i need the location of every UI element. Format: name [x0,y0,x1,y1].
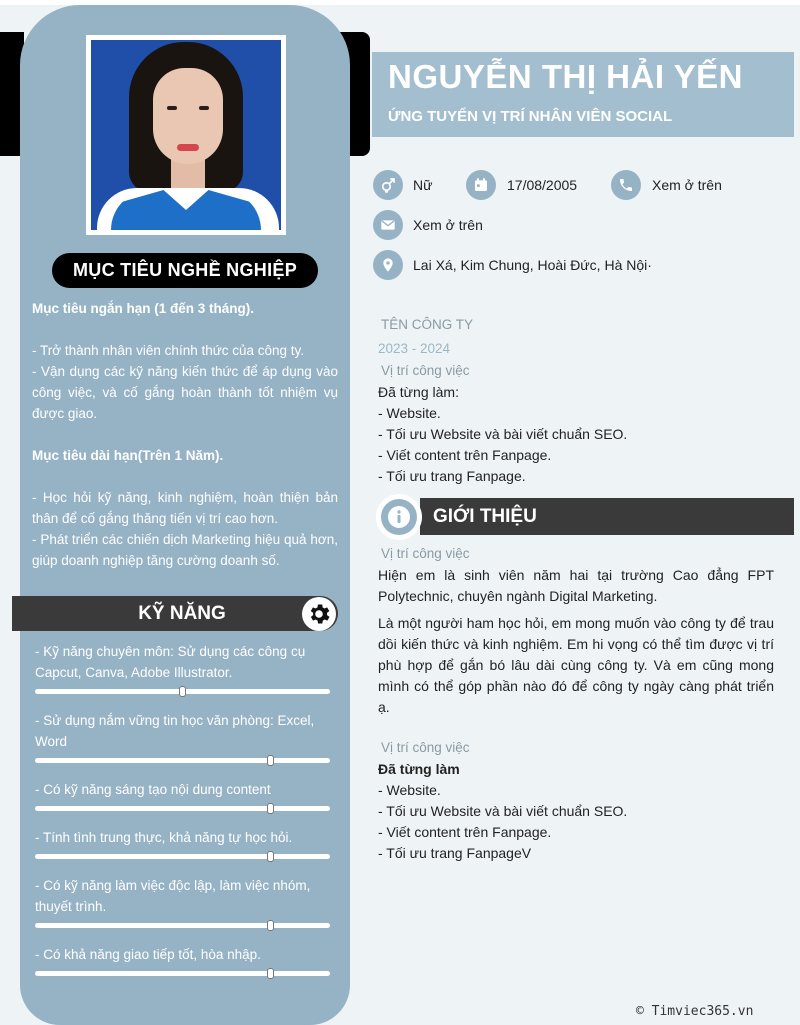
work-period: 2023 - 2024 [378,341,451,356]
intro-title: GIỚI THIỆU [433,506,537,527]
skill-level-bar [35,758,330,763]
calendar-icon [466,170,496,200]
experience-line: - Tối ưu Website và bài viết chuẩn SEO. [378,426,628,442]
skill-level-knob [267,803,274,814]
skill-level-bar [35,923,330,928]
skill-level-knob [267,755,274,766]
applied-position: ỨNG TUYỂN VỊ TRÍ NHÂN VIÊN SOCIAL [388,108,673,125]
gender-icon [373,170,403,200]
skill-level-bar [35,806,330,811]
skill-level-knob [179,686,186,697]
location-icon [373,250,403,280]
extra-role: Vị trí công việc [381,740,470,755]
info-icon [381,499,417,535]
skill-level-bar [35,689,330,694]
short-term-item: - Vận dụng các kỹ năng kiến thức để áp dụng vào công việc, và cố gắng hoàn thành tốt nhiệm vụ được giao. [32,364,338,421]
skill-label: - Có kỹ năng làm việc độc lập, làm việc nhóm, thuyết trình. [35,878,311,914]
short-term-heading: Mục tiêu ngắn hạn (1 đến 3 tháng). [32,301,255,316]
company-name: TÊN CÔNG TY [381,317,474,332]
skill-level-knob [267,920,274,931]
experience-line: - Viết content trên Fanpage. [378,447,552,463]
experience-line: - Tối ưu trang Fanpage. [378,468,526,484]
long-term-item: - Phát triển các chiến dịch Marketing hiệu quả hơn, giúp doanh nghiệp tăng cường doanh số. [32,532,338,568]
extra-line: - Tối ưu trang FanpageV [378,845,532,861]
skill-label: - Có kỹ năng sáng tạo nội dung content [35,782,271,797]
skill-level-knob [267,851,274,862]
portrait-image [91,40,281,230]
profile-photo [86,35,286,235]
skill-label: - Tính tình trung thực, khả năng tự học hỏi. [35,830,293,845]
short-term-item: - Trở thành nhân viên chính thức của công ty. [32,343,305,358]
extra-heading: Đã từng làm [378,761,460,777]
experience-line: - Website. [378,405,441,421]
email-icon [373,210,403,240]
long-term-item: - Học hỏi kỹ năng, kinh nghiệm, hoàn thiện bản thân để cố gắng thăng tiến vị trí cao hơn. [32,490,338,526]
skill-label: - Kỹ năng chuyên môn: Sử dụng các công cụ Capcut, Canva, Adobe Illustrator. [35,644,306,680]
skills-title: KỸ NĂNG [138,603,226,624]
candidate-name: NGUYỄN THỊ HẢI YẾN [388,58,743,95]
job-role: Vị trí công việc [381,363,470,378]
intro-role: Vị trí công việc [381,546,470,561]
phone-value: Xem ở trên [652,177,722,193]
birthday-value: 17/08/2005 [507,177,578,193]
gender-value: Nữ [413,177,433,193]
experience-line: Đã từng làm: [378,384,459,400]
skill-level-bar [35,854,330,859]
intro-icon-wrap [376,494,422,540]
skill-label: - Sử dụng nắm vững tin học văn phòng: Excel, Word [35,713,315,749]
address-value: Lai Xá, Kim Chung, Hoài Đức, Hà Nội· [413,257,652,273]
objective-title: MỤC TIÊU NGHỀ NGHIỆP [52,253,318,288]
extra-line: - Tối ưu Website và bài viết chuẩn SEO. [378,803,628,819]
intro-paragraph: Là một người ham học hỏi, em mong muốn vào công ty để trau dồi kiến thức và kinh nghiệm. Em hi vọng có thể tìm được vị trí phù hợp để gắn bó lâu dài cùng công ty. Và em cũng mong mình có thể góp phần nào đó để công ty ngày càng phát triển ạ. [378,615,774,715]
skill-label: - Có khả năng giao tiếp tốt, hòa nhập. [35,947,261,962]
extra-line: - Website. [378,782,441,798]
skill-level-bar [35,971,330,976]
skills-header [12,596,338,631]
gear-icon [302,597,336,631]
skill-level-knob [267,968,274,979]
copyright-footer: © Timviec365.vn [636,1004,754,1019]
email-value: Xem ở trên [413,217,483,233]
intro-paragraph: Hiện em là sinh viên năm hai tại trường Cao đẳng FPT Polytechnic, chuyên ngành Digital Marketing. [378,567,774,604]
long-term-heading: Mục tiêu dài hạn(Trên 1 Năm). [32,448,224,463]
extra-line: - Viết content trên Fanpage. [378,824,552,840]
phone-icon [611,170,641,200]
